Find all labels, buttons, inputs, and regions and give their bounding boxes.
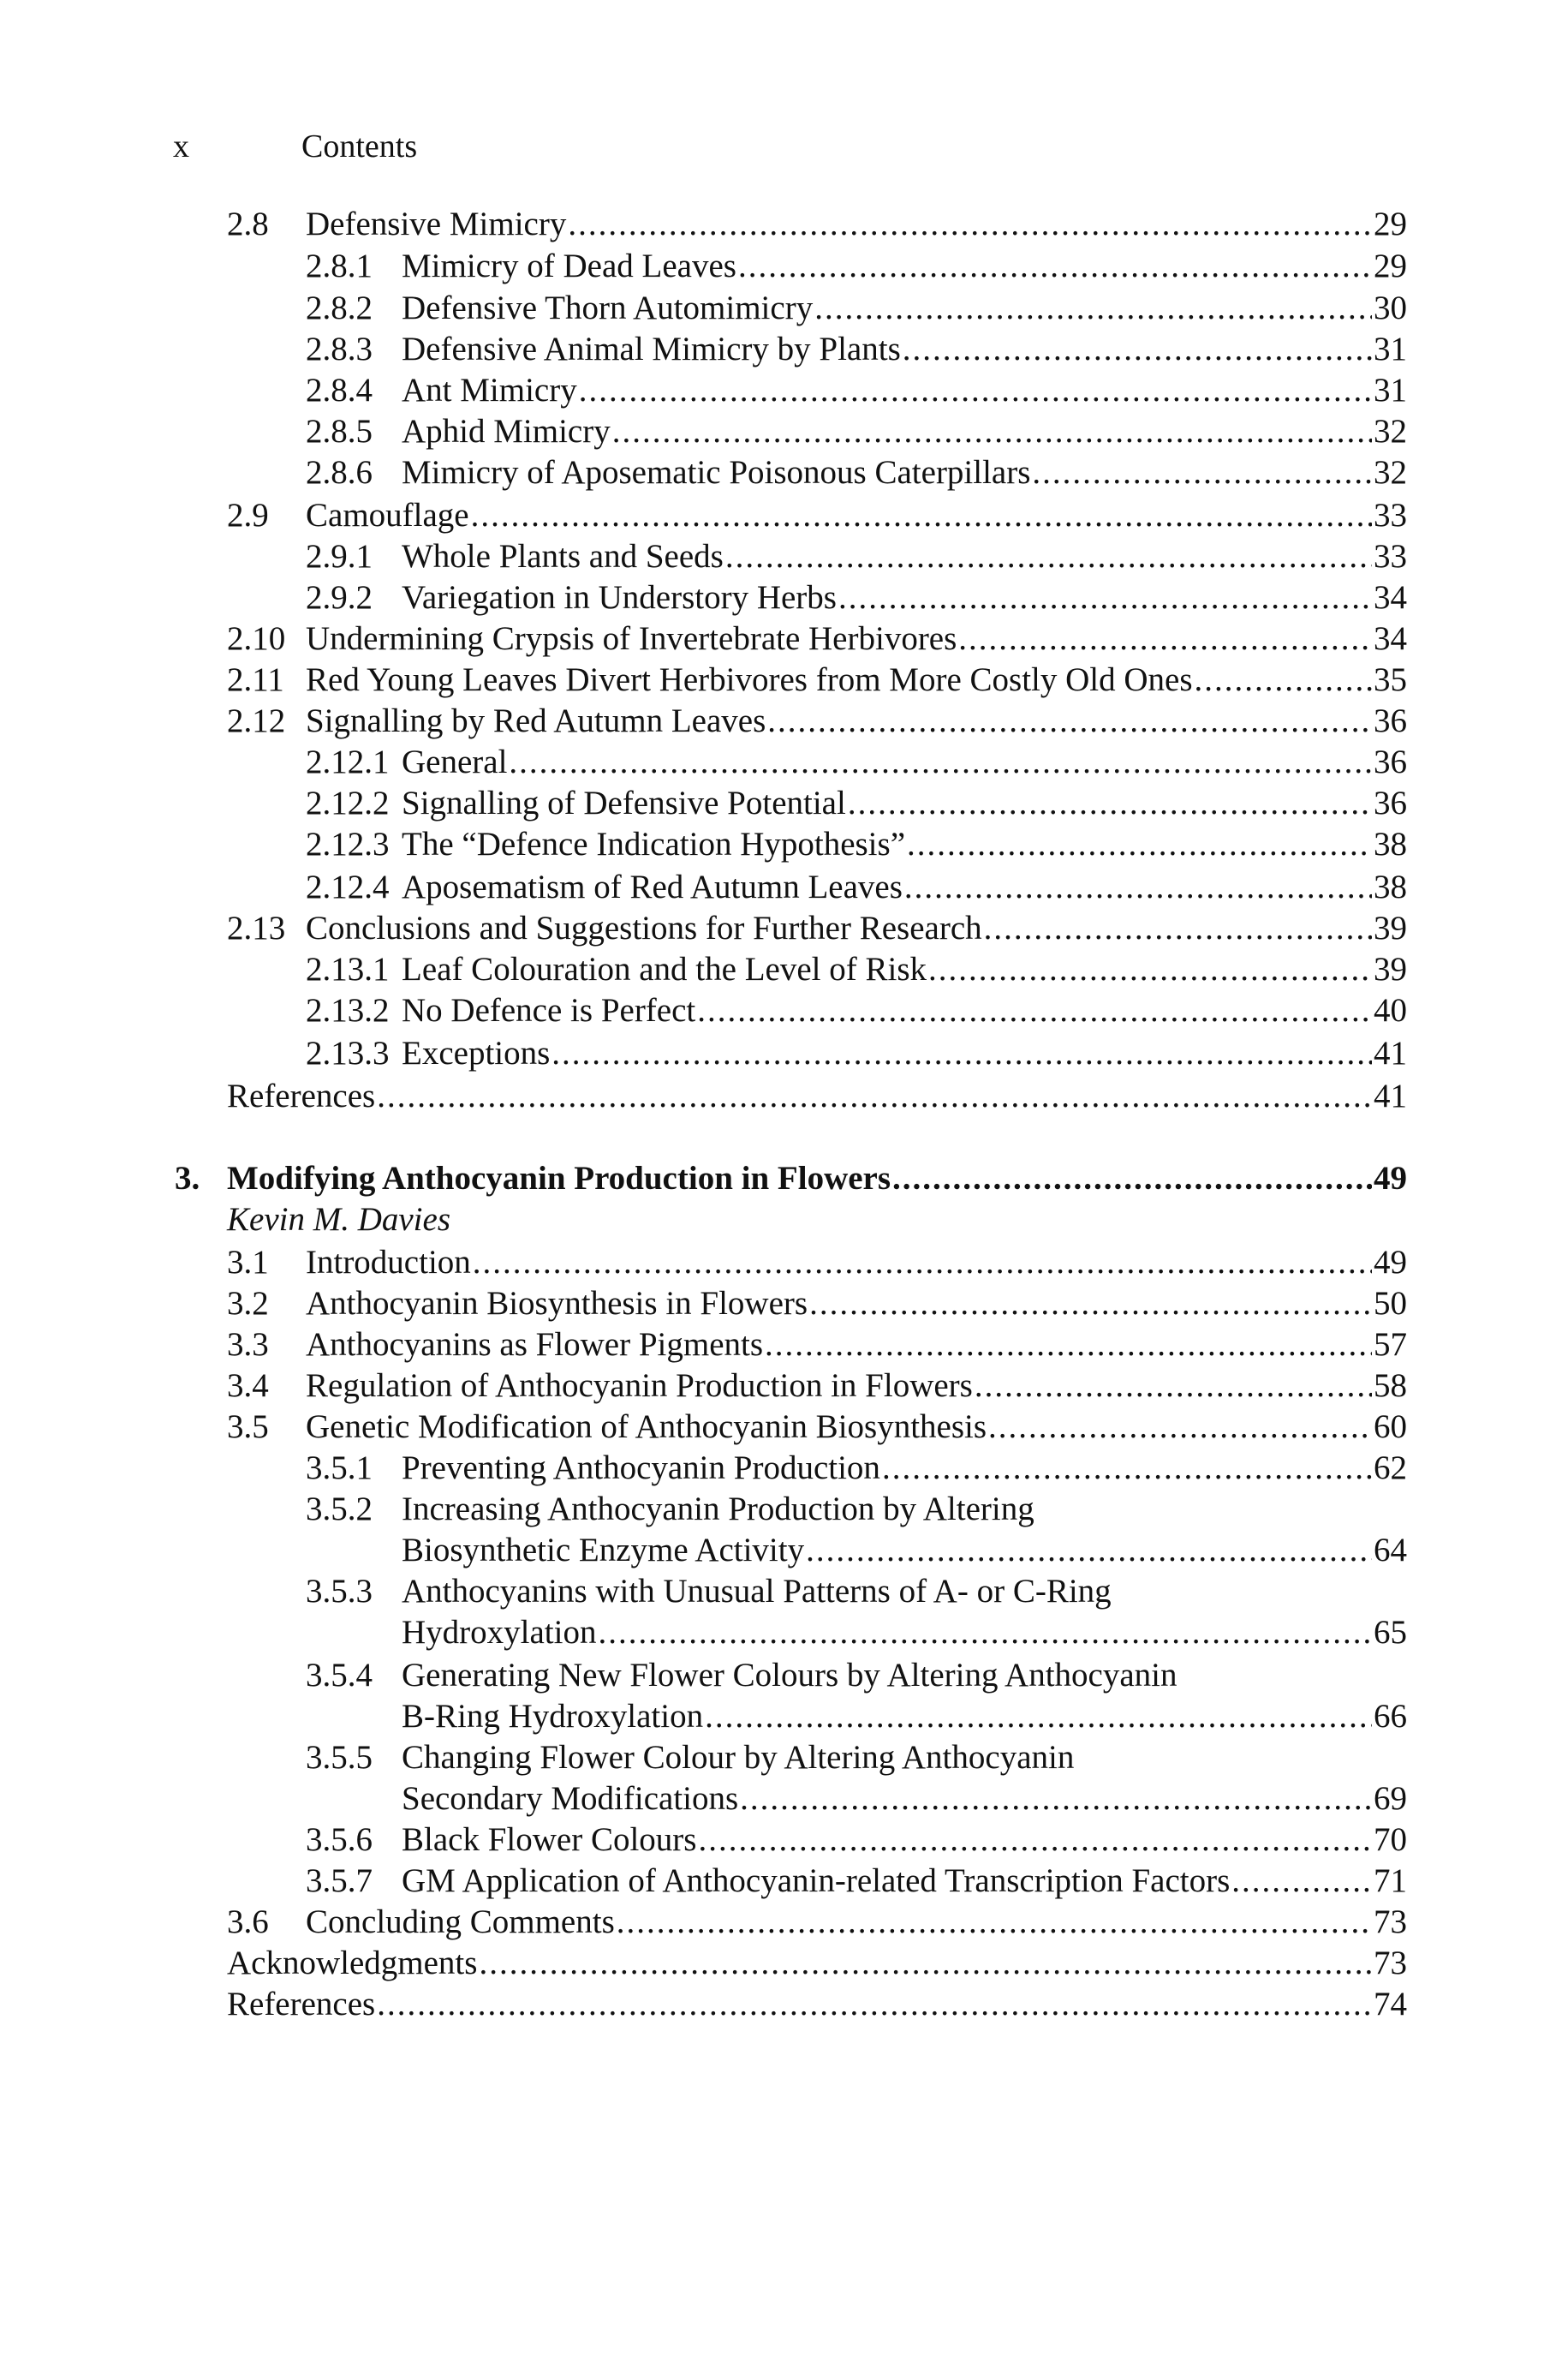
entry-number: 3.5.4 — [306, 1657, 373, 1694]
entry-page-number: 38 — [1374, 869, 1407, 905]
entry-number: 3.1 — [227, 1244, 269, 1281]
entry-page-number: 31 — [1374, 331, 1407, 367]
entry-page-number: 73 — [1374, 1903, 1407, 1940]
dot-leader — [904, 867, 1372, 908]
entry-title: Mimicry of Aposematic Poisonous Caterpillars — [402, 454, 1031, 491]
entry-title: Exceptions — [402, 1035, 551, 1072]
page-folio: x — [173, 128, 189, 164]
dot-leader — [1231, 1861, 1372, 1902]
entry-number: 3. — [175, 1160, 200, 1197]
entry-title: Acknowledgments — [227, 1945, 478, 1981]
entry-page-number: 34 — [1374, 620, 1407, 657]
entry-number: 3.5.2 — [306, 1491, 373, 1527]
dot-leader — [814, 288, 1372, 329]
entry-page-number: 29 — [1374, 248, 1407, 284]
entry-page-number: 73 — [1374, 1945, 1407, 1981]
entry-page-number: 65 — [1374, 1614, 1407, 1651]
entry-title: Defensive Animal Mimicry by Plants — [402, 331, 901, 367]
dot-leader — [612, 411, 1372, 452]
entry-title: Aphid Mimicry — [402, 413, 611, 450]
entry-title: Ant Mimicry — [402, 372, 577, 409]
entry-number: 2.11 — [227, 661, 284, 698]
dot-leader — [479, 1943, 1372, 1984]
entry-page-number: 74 — [1374, 1986, 1407, 2022]
entry-title: Anthocyanins with Unusual Patterns of A- or C-Ring — [402, 1573, 1112, 1610]
dot-leader — [579, 370, 1372, 411]
entry-page-number: 33 — [1374, 538, 1407, 575]
entry-title: Black Flower Colours — [402, 1821, 697, 1858]
entry-number: 2.9.2 — [306, 579, 373, 616]
dot-leader — [767, 701, 1372, 742]
entry-title: GM Application of Anthocyanin-related Transcription Factors — [402, 1862, 1231, 1899]
dot-leader — [907, 824, 1372, 865]
entry-number: 3.5.7 — [306, 1862, 373, 1899]
entry-number: 2.9 — [227, 497, 269, 534]
entry-page-number: 41 — [1374, 1035, 1407, 1072]
dot-leader — [984, 908, 1372, 949]
entry-title: Camouflage — [306, 497, 469, 534]
entry-page-number: 49 — [1374, 1160, 1407, 1197]
entry-title: Secondary Modifications — [402, 1780, 739, 1817]
entry-number: 2.9.1 — [306, 538, 373, 575]
dot-leader — [697, 990, 1372, 1031]
entry-page-number: 35 — [1374, 661, 1407, 698]
entry-title: References — [227, 1986, 376, 2022]
entry-page-number: 62 — [1374, 1449, 1407, 1486]
entry-title: No Defence is Perfect — [402, 992, 696, 1029]
entry-number: 3.3 — [227, 1326, 269, 1363]
entry-page-number: 70 — [1374, 1821, 1407, 1858]
dot-leader — [809, 1283, 1372, 1324]
running-title: Contents — [301, 128, 418, 164]
entry-title: Defensive Thorn Automimicry — [402, 290, 814, 326]
entry-page-number: 69 — [1374, 1780, 1407, 1817]
entry-number: 3.5.1 — [306, 1449, 373, 1486]
entry-title: Concluding Comments — [306, 1903, 615, 1940]
entry-title: B-Ring Hydroxylation — [402, 1698, 704, 1735]
entry-page-number: 36 — [1374, 702, 1407, 739]
dot-leader — [928, 949, 1372, 990]
entry-page-number: 33 — [1374, 497, 1407, 534]
entry-page-number: 39 — [1374, 951, 1407, 988]
entry-title: Genetic Modification of Anthocyanin Biosynthesis — [306, 1408, 987, 1445]
dot-leader — [903, 329, 1372, 370]
dot-leader — [471, 495, 1372, 536]
entry-title: Whole Plants and Seeds — [402, 538, 724, 575]
entry-number: 3.5.6 — [306, 1821, 373, 1858]
entry-title: References — [227, 1078, 376, 1114]
entry-page-number: 32 — [1374, 413, 1407, 450]
entry-number: 2.8.4 — [306, 372, 373, 409]
entry-page-number: 31 — [1374, 372, 1407, 409]
entry-number: 2.8.5 — [306, 413, 373, 450]
entry-number: 2.12.2 — [306, 785, 390, 822]
entry-number: 3.4 — [227, 1367, 269, 1404]
dot-leader — [725, 536, 1372, 577]
entry-title: Anthocyanins as Flower Pigments — [306, 1326, 764, 1363]
entry-title: Biosynthetic Enzyme Activity — [402, 1532, 805, 1568]
entry-number: 2.8.1 — [306, 248, 373, 284]
entry-title: Aposematism of Red Autumn Leaves — [402, 869, 903, 905]
entry-page-number: 71 — [1374, 1862, 1407, 1899]
entry-page-number: 60 — [1374, 1408, 1407, 1445]
entry-number: 3.2 — [227, 1285, 269, 1322]
entry-number: 3.6 — [227, 1903, 269, 1940]
dot-leader — [958, 618, 1372, 660]
dot-leader — [975, 1365, 1372, 1407]
entry-title: Changing Flower Colour by Altering Anthocyanin — [402, 1739, 1075, 1776]
entry-title: Signalling of Defensive Potential — [402, 785, 846, 822]
entry-title: Conclusions and Suggestions for Further Research — [306, 910, 982, 947]
dot-leader — [473, 1242, 1372, 1283]
entry-number: 2.13.1 — [306, 951, 390, 988]
entry-title: Hydroxylation — [402, 1614, 597, 1651]
entry-number: 2.13.2 — [306, 992, 390, 1029]
entry-page-number: 30 — [1374, 290, 1407, 326]
dot-leader — [838, 577, 1372, 618]
entry-title: General — [402, 744, 508, 780]
entry-number: 2.8 — [227, 206, 269, 242]
dot-leader — [892, 1158, 1372, 1199]
entry-page-number: 66 — [1374, 1698, 1407, 1735]
entry-page-number: 38 — [1374, 826, 1407, 863]
dot-leader — [705, 1696, 1372, 1737]
dot-leader — [988, 1407, 1372, 1448]
dot-leader — [598, 1612, 1372, 1653]
entry-title: Leaf Colouration and the Level of Risk — [402, 951, 927, 988]
entry-title: Preventing Anthocyanin Production — [402, 1449, 880, 1486]
entry-number: 2.8.3 — [306, 331, 373, 367]
entry-title: Introduction — [306, 1244, 471, 1281]
entry-number: 3.5 — [227, 1408, 269, 1445]
dot-leader — [806, 1530, 1372, 1571]
dot-leader — [740, 1778, 1372, 1819]
dot-leader — [377, 1076, 1372, 1117]
entry-title: Undermining Crypsis of Invertebrate Herbivores — [306, 620, 957, 657]
entry-number: 2.12 — [227, 702, 286, 739]
entry-page-number: 57 — [1374, 1326, 1407, 1363]
entry-title: The “Defence Indication Hypothesis” — [402, 826, 906, 863]
entry-page-number: 49 — [1374, 1244, 1407, 1281]
entry-number: 3.5.3 — [306, 1573, 373, 1610]
entry-title: Variegation in Understory Herbs — [402, 579, 837, 616]
dot-leader — [617, 1902, 1372, 1943]
entry-title: Defensive Mimicry — [306, 206, 567, 242]
entry-page-number: 40 — [1374, 992, 1407, 1029]
dot-leader — [568, 204, 1372, 245]
entry-number: 2.13.3 — [306, 1035, 390, 1072]
entry-page-number: 36 — [1374, 785, 1407, 822]
dot-leader — [509, 742, 1372, 783]
entry-title: Signalling by Red Autumn Leaves — [306, 702, 766, 739]
entry-number: 2.12.1 — [306, 744, 390, 780]
entry-title: Increasing Anthocyanin Production by Altering — [402, 1491, 1034, 1527]
entry-page-number: 41 — [1374, 1078, 1407, 1114]
dot-leader — [551, 1033, 1372, 1074]
entry-title: Generating New Flower Colours by Altering Anthocyanin — [402, 1657, 1177, 1694]
entry-page-number: 64 — [1374, 1532, 1407, 1568]
entry-page-number: 29 — [1374, 206, 1407, 242]
entry-number: 2.12.3 — [306, 826, 390, 863]
entry-page-number: 32 — [1374, 454, 1407, 491]
running-head — [173, 127, 417, 166]
entry-title: Mimicry of Dead Leaves — [402, 248, 736, 284]
dot-leader — [698, 1819, 1372, 1861]
dot-leader — [765, 1324, 1372, 1365]
dot-leader — [377, 1984, 1372, 2025]
entry-page-number: 39 — [1374, 910, 1407, 947]
dot-leader — [1032, 452, 1372, 493]
chapter-author: Kevin M. Davies — [227, 1201, 451, 1238]
entry-number: 3.5.5 — [306, 1739, 373, 1776]
entry-page-number: 36 — [1374, 744, 1407, 780]
dot-leader — [848, 783, 1372, 824]
entry-number: 2.8.6 — [306, 454, 373, 491]
entry-title: Anthocyanin Biosynthesis in Flowers — [306, 1285, 808, 1322]
entry-page-number: 50 — [1374, 1285, 1407, 1322]
entry-number: 2.8.2 — [306, 290, 373, 326]
entry-page-number: 34 — [1374, 579, 1407, 616]
entry-number: 2.13 — [227, 910, 286, 947]
dot-leader — [882, 1448, 1372, 1489]
entry-number: 2.10 — [227, 620, 286, 657]
entry-number: 2.12.4 — [306, 869, 390, 905]
dot-leader — [1195, 660, 1372, 701]
chapter-title: Modifying Anthocyanin Production in Flowers — [227, 1160, 891, 1197]
entry-page-number: 58 — [1374, 1367, 1407, 1404]
entry-title: Red Young Leaves Divert Herbivores from More Costly Old Ones — [306, 661, 1193, 698]
dot-leader — [738, 246, 1372, 287]
entry-title: Regulation of Anthocyanin Production in Flowers — [306, 1367, 973, 1404]
